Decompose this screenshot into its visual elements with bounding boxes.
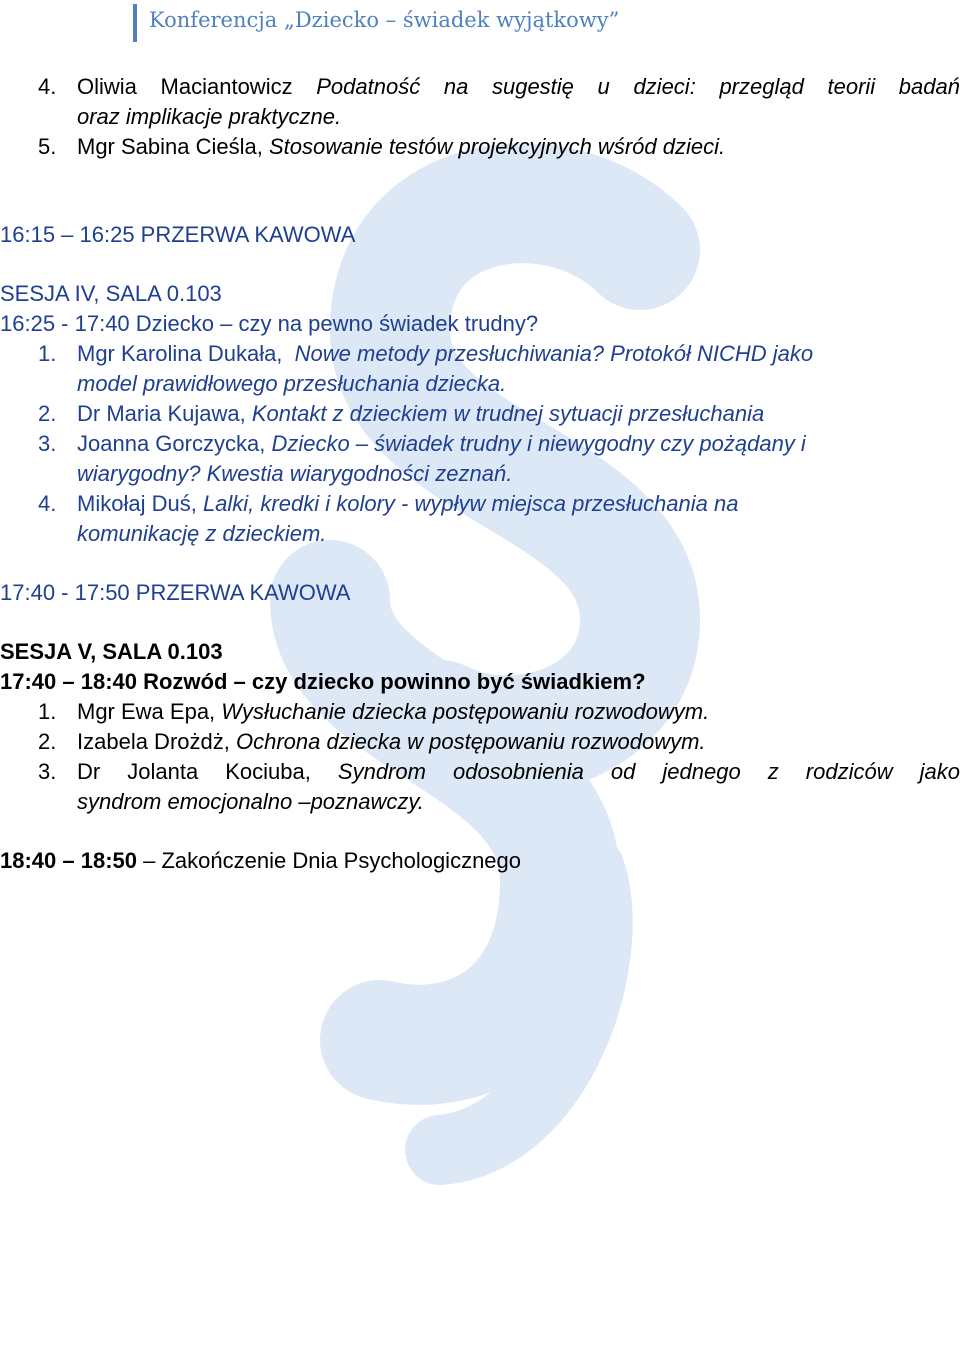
item-number: 3. xyxy=(38,431,57,456)
coffee-break xyxy=(0,220,960,250)
item-author: Mgr Sabina Cieśla, xyxy=(77,134,263,159)
header-title: Konferencja „Dziecko – świadek wyjątkowy” xyxy=(149,8,620,32)
item-title: Dziecko – świadek trudny i niewygodny czy pożądany i xyxy=(271,431,806,456)
closing-label: – Zakończenie Dnia Psychologicznego xyxy=(143,848,522,873)
item-title-cont: komunikację z dzieckiem. xyxy=(77,521,327,546)
item-number: 1. xyxy=(38,341,57,366)
item-number: 4. xyxy=(38,491,57,516)
coffee-break xyxy=(0,578,960,608)
item-title: Wysłuchanie dziecka postępowaniu rozwodowym. xyxy=(221,699,710,724)
item-author: Mikołaj Duś, xyxy=(77,491,197,516)
item-title: Lalki, kredki i kolory - wypływ miejsca przesłuchania na xyxy=(202,491,739,516)
session-time-topic xyxy=(0,667,960,697)
list-item xyxy=(0,757,960,787)
item-author: Dr Jolanta Kociuba, xyxy=(77,759,311,784)
item-title-cont: wiarygodny? Kwestia wiarygodności zeznań. xyxy=(77,461,513,486)
closing-line xyxy=(0,846,960,876)
item-author: Dr Maria Kujawa, xyxy=(77,401,246,426)
list-item-continuation xyxy=(0,102,960,132)
item-author: Mgr Ewa Epa, xyxy=(77,699,216,724)
item-title-cont: oraz implikacje praktyczne. xyxy=(77,104,342,129)
session-heading-text: SESJA V, SALA 0.103 xyxy=(0,639,223,664)
item-number: 2. xyxy=(38,401,57,426)
coffee-break-text: 16:15 – 16:25 PRZERWA KAWOWA xyxy=(0,222,356,247)
list-item xyxy=(0,399,960,429)
item-text xyxy=(77,72,960,102)
item-author: Joanna Gorczycka, xyxy=(77,431,266,456)
list-item xyxy=(0,697,960,727)
list-item xyxy=(0,727,960,757)
list-item xyxy=(0,339,960,369)
document-header xyxy=(133,4,620,42)
session-heading-text: SESJA IV, SALA 0.103 xyxy=(0,281,222,306)
program-content xyxy=(0,72,960,876)
item-title: Ochrona dziecka w postępowaniu rozwodowym. xyxy=(235,729,706,754)
session-heading xyxy=(0,279,960,309)
session-time-topic xyxy=(0,309,960,339)
item-title: Stosowanie testów projekcyjnych wśród dzieci. xyxy=(269,134,726,159)
item-title-cont: syndrom emocjonalno –poznawczy. xyxy=(77,789,424,814)
list-item-continuation xyxy=(0,519,960,549)
item-number: 3. xyxy=(38,759,57,784)
item-title-cont: model prawidłowego przesłuchania dziecka. xyxy=(77,371,507,396)
item-title: Kontakt z dzieckiem w trudnej sytuacji przesłuchania xyxy=(251,401,765,426)
list-item-continuation xyxy=(0,369,960,399)
item-number: 2. xyxy=(38,729,57,754)
item-title: Nowe metody przesłuchiwania? Protokół NICHD jako xyxy=(294,341,814,366)
item-title: Syndrom odosobnienia od jednego z rodziców jako xyxy=(337,759,960,784)
item-title: Podatność na sugestię u dzieci: przegląd teorii badań xyxy=(316,74,960,99)
item-number: 4. xyxy=(38,74,57,99)
item-author: Mgr Karolina Dukała, xyxy=(77,341,283,366)
session-time-topic-text: 16:25 - 17:40 Dziecko – czy na pewno świadek trudny? xyxy=(0,311,539,336)
item-number: 5. xyxy=(38,134,57,159)
list-item xyxy=(0,429,960,459)
session-time-topic-text: 17:40 – 18:40 Rozwód – czy dziecko powinno być świadkiem? xyxy=(0,669,646,694)
item-number: 1. xyxy=(38,699,57,724)
list-item xyxy=(0,132,960,162)
coffee-break-text: 17:40 - 17:50 PRZERWA KAWOWA xyxy=(0,580,351,605)
list-item xyxy=(0,72,960,102)
closing-time: 18:40 – 18:50 xyxy=(0,848,137,873)
item-author: Oliwia Maciantowicz xyxy=(77,74,293,99)
list-item-continuation xyxy=(0,459,960,489)
session-heading xyxy=(0,637,960,667)
list-item xyxy=(0,489,960,519)
item-author: Izabela Drożdż, xyxy=(77,729,230,754)
list-item-continuation xyxy=(0,787,960,817)
